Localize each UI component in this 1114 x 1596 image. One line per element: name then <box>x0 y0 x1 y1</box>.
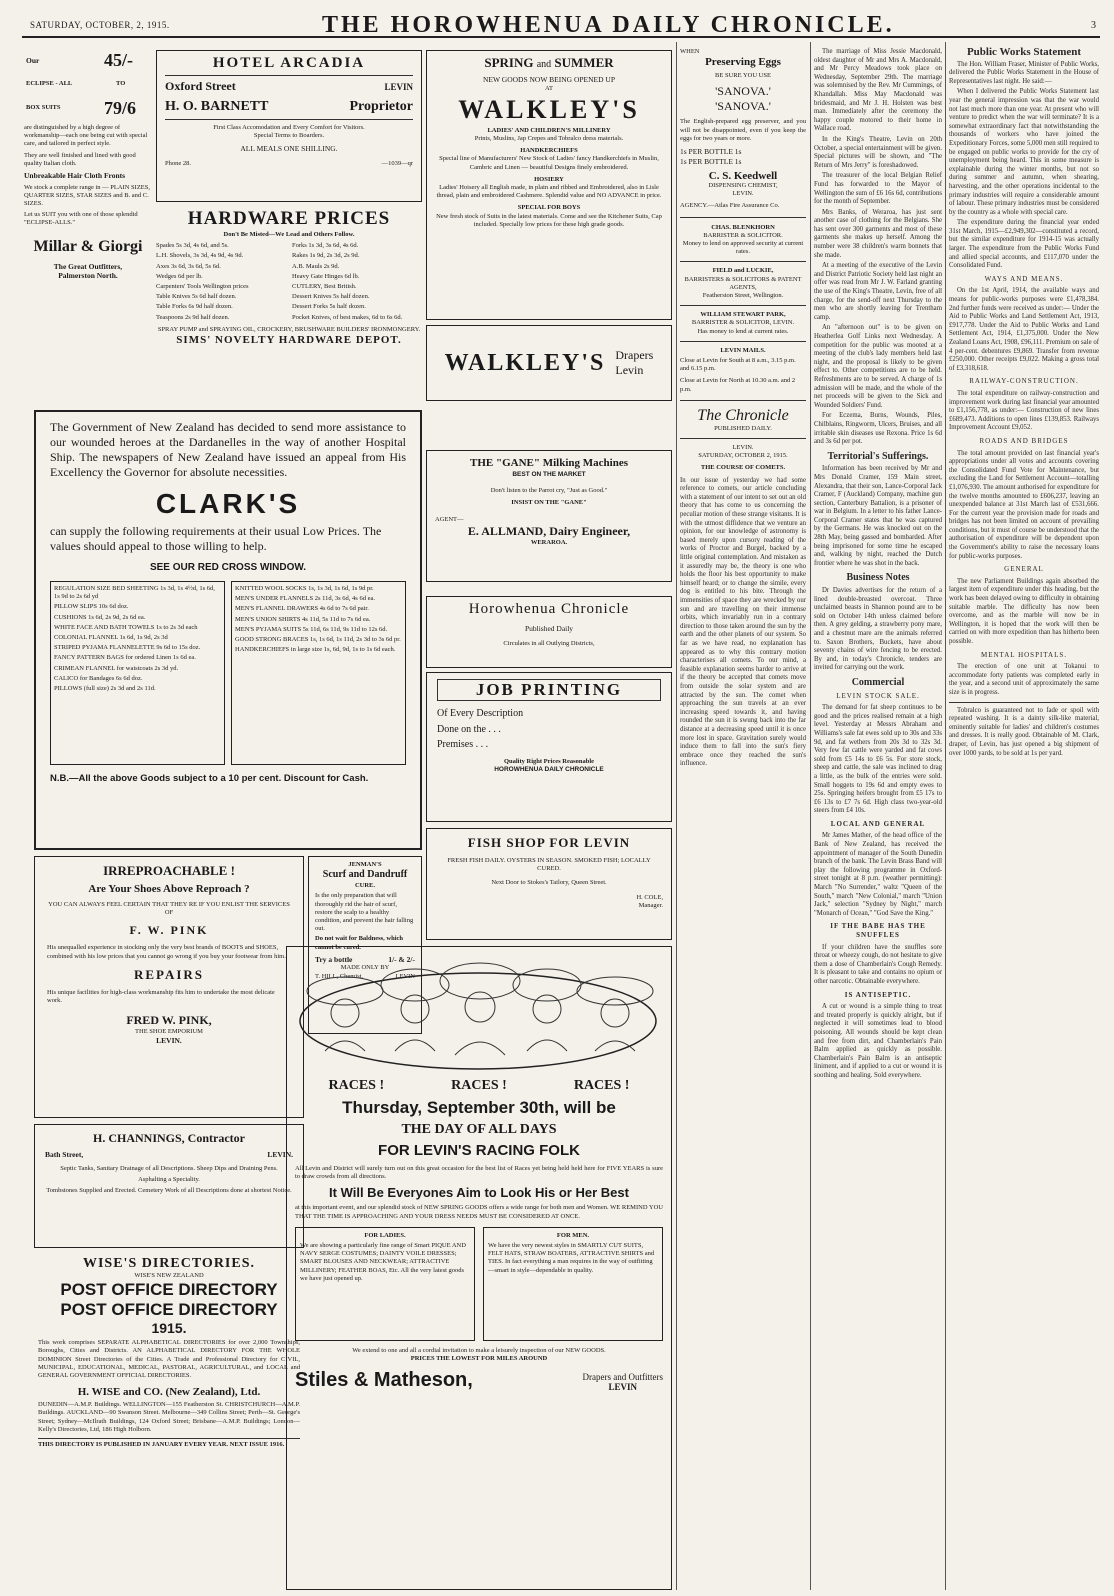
chronicle-ad <box>426 596 672 668</box>
wise-footer: THIS DIRECTORY IS PUBLISHED IN JANUARY EVERY YEAR. NEXT ISSUE 1916. <box>38 1438 300 1449</box>
commercial-head: Commercial <box>851 676 905 688</box>
divider <box>680 438 806 439</box>
stiles-drapers: Drapers and Outfitters <box>582 1372 663 1383</box>
jenman-body: Is the only preparation that will thoroughly rid the hair of scurf, restore the scalp to a healthy condition, and prevent the hair falling out. <box>315 892 414 933</box>
news-patriotic: At a meeting of the executive of the Levin and District Patriotic Society held last night an offer was read from Mr J. W. Farland granting the use of the King's Theatre, Levin, free of all charge, for the send-off next Thursday to the men who are shortly leaving for Trentham camp. <box>814 262 942 321</box>
arcadia-meals: ALL MEALS ONE SHILLING. <box>240 144 338 154</box>
card-field-role: BARRISTERS & SOLICITORS & PATENT AGENTS, <box>684 275 802 291</box>
mental-head: MENTAL HOSPITALS. <box>980 650 1067 659</box>
stiles-prices: PRICES THE LOWEST FOR MILES AROUND <box>410 1355 548 1363</box>
sanova-head: Preserving Eggs <box>705 56 781 69</box>
stiles-ladies-box <box>295 1227 475 1341</box>
clarks-item: COLONIAL FLANNEL 1s 6d, 1s 9d, 2s 3d <box>54 634 168 642</box>
channings-body: Septic Tanks, Sanitary Drainage of all Descriptions. Sheep Dips and Draining Pens. <box>60 1164 278 1172</box>
eclipse-tag: The Great Outfitters, <box>53 261 123 271</box>
races-1: RACES ! <box>328 1078 385 1093</box>
wise-pod-2: POST OFFICE DIRECTORY <box>60 1300 278 1320</box>
chronicle-ad-circulates: Circulates in all Outlying Districts, <box>503 639 595 647</box>
job-line3: Premises . . . <box>437 739 489 750</box>
clarks-item: CRIMEAN FLANNEL for waistcoats 2s 3d yd. <box>54 664 179 672</box>
stiles-men-box <box>483 1227 663 1341</box>
stiles-men-body: We have the very newest styles in SMARTLY CUT SUITS, FELT HATS, STRAW BOATERS, ATTRACTIVE SHIRTS and TIES. In fact everything a man requires in the way of outfitting—smart in style—dependable in quality. <box>488 1242 655 1274</box>
local-article: Mr James Mather, of the head office of the Bank of New Zealand, has received the appointment of manager of the South Dunedin branch of the bank. The Levin Brass Band will play the following programme in Oxford-street tonight at 8 p.m. (weather permitting): March "No Surrender," waltz "Queen of the South," march "New Colonial," march "Union Jack," selection "Sydney by Night," march "Monarch of Ocean," "God Save the King." <box>814 832 942 917</box>
fish-manager-role: Manager. <box>638 901 663 909</box>
walkley-name: WALKLEY'S <box>458 94 640 124</box>
hardware-item: Teaspoons 2s 9d half dozen. <box>156 313 230 321</box>
walkleys-ad <box>426 50 672 320</box>
clarks-appeal: The Government of New Zealand has decided to send more assistance to our wounded heroes at the Dardanelles in the way of another Hospital Ship. The newspapers of New Zealand have issued an appeal from His Excellency the Governor for absolute necessities. <box>50 420 406 479</box>
territorial-head: Territorial's Sufferings. <box>827 450 929 462</box>
job-line5: HOROWHENUA DAILY CHRONICLE <box>494 765 604 773</box>
arcadia-proprietor-name: H. O. BARNETT <box>165 99 269 114</box>
card-park-body: Has money to lend at current rates. <box>697 327 789 335</box>
hardware-item: Table Forks 6s 9d half dozen. <box>156 303 233 311</box>
channings-tombstones: Tombstones Supplied and Erected. Cemetery Work of all Descriptions done at shortest Notice. <box>46 1186 292 1194</box>
public-works-body2: The expenditure during the financial year ended 31st March, 1915—£2,949,302—constituted a record, but the similar expenditure for 1914-15 was actually larger. The expenditure from the Public Works Fund and allied special accounts, and £117,070 under the Consolidated Fund. <box>949 219 1099 270</box>
job-printing-ad <box>426 672 672 822</box>
arcadia-phone: Phone 28. <box>165 159 191 167</box>
divider <box>680 261 806 262</box>
job-title: JOB PRINTING <box>437 679 661 701</box>
pink-p1: His unequalled experience in stocking only the very best brands of BOOTS and SHOES, combined with his low prices that you cannot go wrong if you buy your footwear from him. <box>47 944 286 960</box>
fish-shop-ad <box>426 828 672 940</box>
clarks-item: REGULATION SIZE BED SHEETING 1s 3d, 1s 4½d, 1s 6d, 1s 9d to 2s 6d yd <box>54 585 215 601</box>
stiles-ladies-head: FOR LADIES. <box>364 1231 406 1239</box>
hardware-item: Carpenters' Tools Wellington prices <box>156 283 249 291</box>
eclipse-line2: BOX SUITS <box>26 104 61 111</box>
walkley-banner-drapers: Drapers <box>615 348 654 362</box>
general-article: The new Parliament Buildings again absorbed the largest item of expenditure under this heading, but the work has been delayed owing to difficulty in obtaining suitable marble. The difficulty has now been overcome, and as the marble will now be in Wellington, it is hoped that the work will then be carried on with more expedition than has hitherto been possible. <box>949 577 1099 645</box>
eclipse-lining: They are well finished and lined with good quality Italian cloth. <box>24 151 136 167</box>
sanova-chemist: C. S. Keedwell <box>708 170 778 183</box>
eclipse-fronts-body: We stock a complete range in — PLAIN SIZES, QUARTER SIZES, STAR SIZES and B. and C. SIZES. <box>24 183 151 207</box>
eclipse-suit: Let us SUIT you with one of those splendid "ECLIPSE-ALLS." <box>24 211 138 227</box>
local-head: LOCAL AND GENERAL <box>830 819 926 828</box>
news-afternoon-out: An "afternoon out" is to be given on Heatherlea Golf Links next Wednesday. A competition for the public was mooted at a meeting of the club's lady members held last night, and the proposal is likely to be given effect to. Other competitions are to be held. Refreshments are to be served. A charge of 1s admission will be made, and the whole of the net proceeds will be given to the Sick and Wounded Soldiers' Fund. <box>814 324 942 409</box>
sanova-agency: AGENCY.—Atlas Fire Assurance Co. <box>680 202 780 210</box>
hardware-list-right <box>292 242 422 324</box>
clarks-discount-note: N.B.—All the above Goods subject to a 10 per cent. Discount for Cash. <box>50 773 369 784</box>
eclipse-our: Our <box>26 56 40 65</box>
walkley-prints: Prints, Muslins, Jap Crepes and Tobralco dress materials. <box>474 134 624 142</box>
walkley-new-goods: NEW GOODS NOW BEING OPENED UP <box>482 75 615 84</box>
chronicle-date: SATURDAY, OCTOBER 2, 1915. <box>698 452 788 460</box>
pink-emporium: THE SHOE EMPORIUM <box>135 1028 203 1036</box>
column-5 <box>814 48 942 1588</box>
races-2: RACES ! <box>451 1078 507 1093</box>
job-line4: Quality Right Prices Reasonable <box>503 757 595 765</box>
jenman-title: Scurf and Dandruff <box>322 869 408 881</box>
channings-town: LEVIN. <box>267 1150 293 1159</box>
masthead <box>22 8 1100 38</box>
arcadia-line2: Special Terms to Boarders. <box>253 132 325 140</box>
walkley-and: and <box>536 59 552 70</box>
clarks-item: MEN'S UNION SHIRTS 4s 11d, 5s 11d to 7s 6d ea. <box>235 615 371 623</box>
walkley-banner-levin: Levin <box>615 363 644 377</box>
sanova-role: DISPENSING CHEMIST, <box>708 182 778 190</box>
card-park-role: BARRISTER & SOLICITOR, LEVIN. <box>691 319 795 327</box>
news-eczema: For Eczema, Burns, Wounds, Piles, Chilblains, Ringworm, Ulcers, Bruises, and all irritable skin diseases use Rexona. Price 1s 6d and 3s 6d per pot. <box>814 412 942 446</box>
walkley-spring: SPRING <box>484 55 534 70</box>
sanova-body: The English-prepared egg preserver, and you will not be disappointed, even if you keep the eggs for two years or more. <box>680 118 806 142</box>
clarks-item: MEN'S UNDER FLANNELS 2s 11d, 3s 6d, 4s 6d ea. <box>235 595 375 603</box>
arcadia-street: Oxford Street <box>165 79 236 93</box>
wise-title: WISE'S DIRECTORIES. <box>82 1256 256 1271</box>
gane-town: WERAROA. <box>530 538 568 546</box>
sanova-name-1: 'SANOVA.' <box>715 84 771 99</box>
fish-manager-name: H. COLE, <box>636 893 663 901</box>
hardware-item: Rakes 1s 9d, 2s 3d, 2s 9d. <box>292 252 360 260</box>
hardware-item: A.B. Mauls 2s 9d. <box>292 262 340 270</box>
clarks-item: CUSHIONS 1s 6d, 2s 9d, 2s 6d ea. <box>54 613 146 621</box>
stiles-ad <box>286 946 672 1590</box>
channings-asphalt: Asphalting a Speciality. <box>138 1175 200 1183</box>
arcadia-proprietor: Proprietor <box>349 99 413 114</box>
hardware-item: L.H. Shovels, 3s 3d, 4s 9d, 4s 9d. <box>156 252 244 260</box>
chronicle-ad-title: Horowhenua Chronicle <box>468 601 630 617</box>
jenman-maker: T. HILL, Chemist, <box>315 972 364 980</box>
channings-ad <box>34 1124 304 1248</box>
sniffles-article: If your children have the snuffles sore throat or wheezy cough, do not hesitate to give them a dose of Chamberlain's Cough Remedy. It is pleasant to take and contains no opium or other narcotic. Obtainable everywhere. <box>814 943 942 985</box>
sanova-name-2: 'SANOVA.' <box>715 99 771 114</box>
walkley-summer: SUMMER <box>554 55 614 70</box>
fish-title: FISH SHOP FOR LEVIN <box>467 835 631 850</box>
card-park-name: WILLIAM STEWART PARK, <box>700 311 786 319</box>
channings-street: Bath Street, <box>45 1150 84 1159</box>
hardware-item: CUTLERY, Best British. <box>292 283 357 291</box>
eclipse-to: TO <box>116 80 126 87</box>
clarks-item: HANDKERCHIEFS in large size 1s, 6d, 9d, 1s to 1s 6d each. <box>235 646 396 654</box>
roads-head: ROADS AND BRIDGES <box>979 436 1069 445</box>
gane-line1: Don't listen to the Parrot cry, "Just as Good." <box>490 487 608 495</box>
hotel-arcadia-ad <box>156 50 422 202</box>
hardware-title: HARDWARE PRICES <box>187 208 391 229</box>
antiseptic-article: A cut or wound is a simple thing to treat and treated properly is quickly alright, but if neglected it will sometimes lead to blood poisoning. All wounds should be kept clean and free from dirt, and Chamberlain's Pain Balm applied as quickly as possible. Chamberlain's Pain Balm is an antiseptic liniment, and if applied to a cut or wound it is soothing and healing. Sold everywhere. <box>814 1003 942 1079</box>
walkley-handkerchiefs: Special line of Manufacturers' New Stock of Ladies' fancy Handkerchiefs in Muslin, Cambric and Linen — beautiful Designs finely embroidered. <box>439 155 659 171</box>
comets-article: In our issue of yesterday we had some reference to comets, our article concluding with a statement of our intent to set out an old theory that has come to us concerning the peculiar motion of these strange visitants. It is with the utmost diffidence that we venture an opinion, for our knowledge of astronomy is based merely upon cursory reading of the works of Proctor and Burgel, backed by a little original contemplation. And mistaken as it assuredly may be, the theory is one who holds the floor his best opportunity to make himself heard; or to change the simile, every dog is entitled to his bite. Through the immensities of space they are wrecked by our sun and are travelling on their immense orbits, which invariably run in a contrary direction to those taken around the sun by the earth and the other planets of our system. So far as we have read, no explanation has appeared as to why this contrary motion characterises all comets. To our mind, a feasible explanation seems harder to arrive at if the theory be accepted that comets move from outside the solar system and are attracted by the sun. The comet when approaching the sun travels at an ever increasing speed towards it, and having rounded the sun it is swung back into the far distance at a decreasing speed until it is once more lost in space. Gravitation surely would induce them to fall into the sun's fiery embrace once they reached the sun's influence. <box>680 476 806 768</box>
stiles-men-head: FOR MEN. <box>556 1231 590 1239</box>
hardware-list-left <box>156 242 286 324</box>
clarks-item: FANCY PATTERN BAGS for ordered Linen 1s 6d ea. <box>54 654 196 662</box>
hardware-item: Spades 5s 3d, 4s 6d, and 5s. <box>156 242 229 250</box>
general-head: GENERAL <box>1004 565 1044 574</box>
pink-repairs: REPAIRS <box>133 966 205 982</box>
arcadia-title: HOTEL ARCADIA <box>212 55 366 71</box>
channings-name: H. CHANNINGS, Contractor <box>93 1131 245 1145</box>
stiles-intro: All Levin and District will surely turn out on this great occasion for the best list of Races yet being held held here for FIVE YEARS is sure to draw crowds from all directions. <box>295 1165 663 1181</box>
hardware-item: Pocket Knives, of best makes, 6d to 6s 6d. <box>292 313 403 321</box>
clarks-item: STRIPED PYJAMA FLANNELETTE 9s 6d to 15s doz. <box>54 644 201 652</box>
divider <box>680 341 806 342</box>
hardware-item: Dessert Forks 5s half dozen. <box>292 303 366 311</box>
sanova-town: LEVIN. <box>732 190 754 198</box>
jenman-price: 1/- & 2/- <box>388 954 415 964</box>
fish-body: FRESH FISH DAILY. OYSTERS IN SEASON. SMOKED FISH; LOCALLY CURED. <box>447 857 651 873</box>
column-6 <box>949 48 1099 1588</box>
clarks-list-left <box>50 581 225 765</box>
clarks-item: PILLOW SLIPS 10s 6d doz. <box>54 603 129 611</box>
territorial-article: Information has been received by Mr and Mrs Donald Cramer, 159 Main street, Alexandra, that their son, Lance-Corporal Jack Cramer, F (Auckland) Company, machine gun section, Canterbury Battalion, is a prisoner of war in Belgium. In a letter to his father Lance-Corporal Cramer states that he was captured by the Germans. He was knocked out on the 28th May, being gassed and bombarded. After being imprisoned for some time he escaped and, walking by night, reached the Dutch frontier where he was shot in the back. <box>814 465 942 567</box>
walkleys-banner <box>426 325 672 401</box>
tobralco-notice: Tobralco is guaranteed not to fade or spoil with repeated washing. It is a dainty silk-like material, eminently suitable for ladies' and children's costumes and dresses. It is really good. Obtainable of M. Clark, draper, of Levin, has just opened a big shipment of over 1000 yards, to be sold at 1s per yard. <box>949 706 1099 757</box>
page-number: 3 <box>1091 20 1096 31</box>
hardware-item: Axes 3s 6d, 3s 6d, 5s 6d. <box>156 262 221 270</box>
stiles-day: THE DAY OF ALL DAYS <box>401 1122 557 1137</box>
races-3: RACES ! <box>573 1078 630 1093</box>
news-wedding: The marriage of Miss Jessie Macdonald, oldest daughter of Mr and Mrs A. Macdonald, and Mr Percy Meadows took place on Wednesday, September 29th. The marriage was solemnised by the Rev. Mr Cummings, of Khandallah. Miss May Macdonald was bridesmaid, and Mr J. H. Holsten was best man. Immediately after the ceremony the happy couple motored to their home in Wallace road. <box>814 48 942 133</box>
stiles-name: Stiles & Matheson, <box>295 1369 473 1392</box>
mental-article: The erection of one unit at Tokanui to accommodate forty patients was completed early in the year, and a second unit of approximately the same size is in progress. <box>949 663 1099 696</box>
railway-head: RAILWAY-CONSTRUCTION. <box>969 377 1079 386</box>
jenman-try: Try a bottle <box>315 954 353 964</box>
pink-name: F. W. PINK <box>129 923 209 938</box>
wise-year: 1915. <box>151 1320 187 1337</box>
public-works-intro: The Hon. William Fraser, Minister of Public Works, delivered the Public Works Statement in the House of Representatives last night. He said:— <box>949 60 1099 85</box>
comets-head: THE COURSE OF COMETS. <box>700 464 786 472</box>
clarks-item: MEN'S PYJAMA SUITS 5s 11d, 6s 11d, 9s 11d to 12s 6d. <box>235 625 388 633</box>
stiles-date: Thursday, September 30th, will be <box>342 1098 616 1117</box>
public-works-body1: When I delivered the Public Works Statement last year the general impression was that the war would not last much more than one year. At present who will venture to predict when the war will terminate? It is a somewhat extraordinary fact that notwithstanding the thousands of workers who have joined the Expeditionary Forces, some 5,000 men still required to be engaged on public works to provide for the cry of unemployment being heard. This in some measure is explainable during the winter months, but not so during summer and autumn, when shearing, harvesting, and the other operations incidental to the primary industries will require a considerable amount of labour. These primary industries must be considered by the country as a whole with special care. <box>949 88 1099 216</box>
hardware-item: Dessert Knives 5s half dozen. <box>292 293 370 301</box>
stock-head: LEVIN STOCK SALE. <box>836 691 920 700</box>
divider <box>165 119 413 120</box>
pink-signature: FRED W. PINK, <box>126 1013 212 1028</box>
pink-p2: His unique facilities for high-class workmanship fits him to undertake the most delicate work. <box>47 988 275 1005</box>
roads-article: The total amount provided on last financial year's appropriations under all votes and accounts covering the Consolidated Fund Vote for Maintenance, but excluding the Land for Settlement Account—totalling £1,076,930. The amount authorised for expenditure for the twelve months amounted to £606,237, leaving an unexpended balance at 31st March last of £531,666. For the current year the provision made for roads and bridges has not been limited on account of prevailing conditions, but it must of course be understood that the authorisation of expenditure will be dependent upon the Government's ability to raise the necessary loans for public-works purposes. <box>949 449 1099 560</box>
card-blenkhorn-role: BARRISTER & SOLICITOR. <box>703 231 783 239</box>
jenman-baldness: Do not wait for Baldness, which cannot be cured. <box>315 935 404 951</box>
stiles-aim: It Will Be Everyones Aim to Look His or Her Best <box>329 1185 629 1201</box>
masthead-title: THE HOROWHENUA DAILY CHRONICLE. <box>322 12 895 38</box>
stiles-event: at this important event, and our splendid stock of NEW SPRING GOODS offers a wide range for both men and Women. WE REMIND YOU THAT THE TIME IS APPROACHING AND YOUR DRESS NEEDS MUST BE CONSIDERED AT ONCE. <box>295 1204 663 1220</box>
eclipse-fronts-head: Unbreakable Hair Cloth Fronts <box>24 171 126 181</box>
clarks-item: KNITTED WOOL SOCKS 1s, 1s 3d, 1s 6d, 1s 9d pr. <box>235 585 374 592</box>
card-blenkhorn-name: CHAS. BLENKHORN <box>711 223 775 231</box>
clarks-item: PILLOWS (full size) 2s 3d and 2s 11d. <box>54 685 156 693</box>
hardware-item: Wedges 6d per lb. <box>156 272 203 280</box>
clarks-supply: can supply the following requirements at their usual Low Prices. The values should appeal to those willing to help. <box>50 524 382 553</box>
divider <box>165 75 413 76</box>
gane-name: E. ALLMAND, Dairy Engineer, <box>467 523 631 538</box>
eclipse-body: are distinguished by a high degree of workmanship—each one being cut with special care, and tailored in perfect style. <box>24 124 148 148</box>
clarks-name: CLARK'S <box>155 488 301 519</box>
gane-line2: INSIST ON THE "GANE" <box>511 499 587 507</box>
mails-north: Close at Levin for North at 10.30 a.m. and 2 p.m. <box>680 377 796 393</box>
hardware-spray: SPRAY PUMP and SPRAYING OIL, CROCKERY, BRUSHWARE BUILDERS' IRONMONGERY. <box>157 325 421 333</box>
walkley-at: AT <box>545 84 553 92</box>
antiseptic-head: IS ANTISEPTIC. <box>844 990 912 999</box>
business-head: Business Notes <box>846 572 910 584</box>
sanova-price-1: 1s PER BOTTLE 1s <box>680 147 742 157</box>
wise-body: This work comprises SEPARATE ALPHABETICAL DIRECTORIES for over 2,000 Townships, Boroughs, Cities and Districts. AN ALPHABETICAL DIRECTORY FOR THE WHOLE DOMINION Street Directories of the Cities. A Trade and Professional Directory for CIVIL, MUNICIPAL, EDUCATIONAL, MEDICAL, PASTORAL, AGRICULTURAL, and LOCAL and GENERAL GOVERNMENT OFFICIAL DIRECTORIES. <box>38 1339 300 1380</box>
news-belgian-fund: The treasurer of the local Belgian Relief Fund has forwarded to the Mayor of Wellington the sum of £6 16s 6d, contributions for the month of September. <box>814 172 942 206</box>
wise-pod-1: POST OFFICE DIRECTORY <box>60 1280 278 1300</box>
card-field-addr: Featherston Street, Wellington. <box>702 292 784 300</box>
pink-ad <box>34 856 304 1118</box>
hardware-item: Heavy Gate Hinges 6d lb. <box>292 272 360 280</box>
job-line1: Of Every Description <box>437 708 524 719</box>
sanova-when: WHEN <box>680 48 700 55</box>
chronicle-title: The Chronicle <box>697 406 789 424</box>
stiles-ladies-body: We are showing a particularly fine range of Smart PIQUE AND NAVY SERGE COSTUMES; DAINTY VOILE DRESSES; SMART BLOUSES AND NECKWEAR; ATTRACTIVE MILLINERY; FEATHER BOAS, Etc. All the very latest goods we have just opened up. <box>300 1242 466 1282</box>
stiles-folk: FOR LEVIN'S RACING FOLK <box>378 1142 580 1159</box>
clarks-item: CALICO for Bandages 6s 6d doz. <box>54 674 143 682</box>
chronicle-pub: PUBLISHED DAILY. <box>714 424 772 432</box>
gane-agent: AGENT— <box>435 515 464 523</box>
card-field-name: FIELD and LUCKIE, <box>712 267 774 275</box>
divider <box>680 217 806 218</box>
masthead-date: SATURDAY, OCTOBER, 2, 1915. <box>30 20 170 30</box>
fish-address: Next Door to Stokes's Tailory, Queen Street. <box>491 879 607 887</box>
hardware-item: Table Knives 5s 6d half dozen. <box>156 293 237 301</box>
walkley-millinery: LADIES' AND CHILDREN'S MILLINERY <box>487 126 611 134</box>
walkley-hosiery: Ladies' Hoisery all English made, in plain and ribbed and Embroidered, also in Lisle thread, plain and embroidered Cashmere. Splendid value and NO ADVANCE in price. <box>436 183 662 200</box>
jenman-cure: CURE. <box>354 882 376 890</box>
column-rule <box>810 42 811 1590</box>
hardware-shop-name: SIMS' NOVELTY HARDWARE DEPOT. <box>176 334 402 347</box>
stiles-invite: We extend to one and all a cordial invitation to make a leisurely inspection of our NEW GOODS. <box>352 1346 606 1354</box>
stiles-town: LEVIN <box>608 1382 638 1393</box>
walkley-banner-name: WALKLEY'S <box>444 349 606 376</box>
arcadia-ref: —1039—qr <box>381 159 413 167</box>
pink-body: YOU CAN ALWAYS FEEL CERTAIN THAT THEY RE IF YOU ENLIST THE SERVICES OF <box>48 901 290 917</box>
railway-article: The total expenditure on railway-construction and improvement work during last financial year amounted to £1,156,778, as under:— Construction of new lines £689,473. Additions to open lines £139,853. Railways Improvement Account £9,052. <box>949 389 1099 432</box>
wise-ad <box>34 1254 304 1590</box>
hardware-subtitle: Don't Be Misted—We Lead and Others Follow. <box>223 231 355 238</box>
news-kings-theatre: In the King's Theatre, Levin on 20th October, a special entertainment will be given. Special pictures will be shown, and "The Return of Mrs Jerry" is foreshadowed. <box>814 135 942 169</box>
walkley-handkerchiefs-head: HANDKERCHIEFS <box>520 147 578 155</box>
jenman-made: MADE ONLY BY <box>340 964 390 972</box>
chronicle-town: LEVIN. <box>732 444 754 452</box>
walkley-boys: New fresh stock of Suits in the latest materials. Come and see the Kitchener Suits, Cap included. Specially low prices for these high grade goods. <box>436 212 662 228</box>
divider <box>680 305 806 306</box>
mails-south: Close at Levin for South at 8 a.m., 3.15 p.m. and 6.15 p.m. <box>680 357 796 373</box>
ways-article: On the 1st April, 1914, the available ways and means for public-works purposes were £1,478,384. 2nd further funds were received as under:— Under the Aid to Public Works and Land Settlement Act, 1913, £917,778. Under the Aid to Public Works and Land Settlement Act, 1914, £1,375,000. Under the New Zealand Loans Act, 1908, £96,111. Premium on sale of 4 per-cent. debentures £9,869. Transfer from revenue £250,000. Other receipts £9,022. Making a gross total of £3,318,618. <box>949 287 1099 372</box>
clarks-item: GOOD STRONG BRACES 1s, 1s 6d, 1s 11d, 2s 3d to 3s 6d pr. <box>235 636 401 644</box>
divider <box>680 400 806 401</box>
business-article: Dr Davies advertises for the return of a lined double-breasted overcoat. Three unclaimed beasts in Shannon pound are to be sold on October 14th unless claimed before then. A grey gelding, a strawberry pony mare, and a chestnut mare are the animals referred to. Saxon Brothers, Buckets, have about seventy chains of wire fencing to be erected. By and, in today's Chronicle, tenders are invited for carrying out the work. <box>814 587 942 672</box>
divider <box>949 702 1099 703</box>
stock-article: The demand for fat sheep continues to be good and the prices realised remain at a high level. Yesterday at Messrs Abraham and Williams's sale fat ewes sold up to 30s and 33s 9d, and fat wethers from 20s 3d to 32s 3d. Very few fat cattle were yarded and fat cows sold from £5 14s to £6 5s. For store stock, sheep and cattle, the sale was inclined to drag a little, as the bulk of the entries were sold. Small hoggets to 19s 6d and empty ewes to 25s. Springing heifers brought from £5 17s to £6 13s to £7 7s 6d. High class two-year-old steers from £4 10s. <box>814 704 942 815</box>
pink-town: LEVIN. <box>156 1036 182 1046</box>
mails-head: LEVIN MAILS. <box>720 346 766 354</box>
wise-firm: H. WISE and CO. (New Zealand), Ltd. <box>77 1386 261 1399</box>
illustration-ladies-hats <box>295 951 661 1071</box>
sanova-price-2: 1s PER BOTTLE 1s <box>680 156 742 166</box>
chronicle-ad-published: Published Daily <box>524 624 574 633</box>
clarks-window: SEE OUR RED CROSS WINDOW. <box>149 562 307 573</box>
pink-heading: IRREPROACHABLE ! <box>103 863 235 878</box>
gane-sub: BEST ON THE MARKET <box>512 471 586 478</box>
sanova-sure: BE SURE YOU USE <box>715 72 771 80</box>
arcadia-line1: First Class Accomodation and Every Comfort for Visitors. <box>213 124 365 131</box>
clarks-item: WHITE FACE AND BATH TOWELS 1s to 2s 3d each <box>54 623 198 631</box>
clarks-item: MEN'S FLANNEL DRAWERS 4s 6d to 7s 6d pair. <box>235 605 369 613</box>
gane-title: THE "GANE" Milking Machines <box>470 457 628 469</box>
column-4 <box>680 48 806 1588</box>
jenman-town: LEVIN <box>395 972 415 980</box>
public-works-head: Public Works Statement <box>966 46 1082 58</box>
eclipse-ad <box>24 48 152 320</box>
eclipse-price-high: 79/6 <box>104 98 137 118</box>
wise-offices: DUNEDIN—A.M.P. Buildings. WELLINGTON—155 Featherston St. CHRISTCHURCH—A.M.P. Buildings. AUCKLAND—90 Swanson Street. Melbourne—349 Collins Street; Perth—St. George's Street; Sydney—McIlrath Buildings, 124 Oxford Street; Brisbane—A.M.P. Buildings; London—Kelly's Directories, Ltd, 186 High Holborn. <box>38 1401 300 1433</box>
ways-head: WAYS AND MEANS. <box>984 274 1064 283</box>
news-banks: Mrs Banks, of Weraroa, has just sent another case of clothing for the Belgians. She has sent over 300 garments and most of these garments she makes up herself. Among the number were 38 children's warm bonnets that she made. <box>814 208 942 259</box>
gane-ad <box>426 450 672 582</box>
eclipse-town: Palmerston North. <box>58 271 118 281</box>
eclipse-line1: ECLIPSE - ALL <box>26 80 73 87</box>
sniffles-head: IF THE BABE HAS THE SNUFFLES <box>830 922 926 939</box>
card-blenkhorn-body: Money to lend on approved security at current rates. <box>682 240 804 256</box>
hardware-item: Forks 1s 3d, 3s 6d, 4s 6d. <box>292 242 359 250</box>
job-line2: Done on the . . . <box>437 723 501 735</box>
hardware-ad <box>156 208 422 347</box>
eclipse-firm: Millar & Giorgi <box>33 237 143 255</box>
clarks-ad <box>34 410 422 850</box>
wise-subtitle: WISE'S NEW ZEALAND <box>134 1272 204 1279</box>
jenman-name: JENMAN'S <box>348 861 382 868</box>
eclipse-price-low: 45/- <box>104 50 133 70</box>
column-rule <box>945 42 946 1590</box>
arcadia-town: LEVIN <box>384 82 413 92</box>
pink-subheading: Are Your Shoes Above Reproach ? <box>88 883 250 895</box>
column-rule <box>676 42 677 1590</box>
clarks-list-right <box>231 581 406 765</box>
walkley-boys-head: SPECIAL FOR BOYS <box>517 204 581 212</box>
walkley-hosiery-head: HOSIERY <box>534 175 564 183</box>
